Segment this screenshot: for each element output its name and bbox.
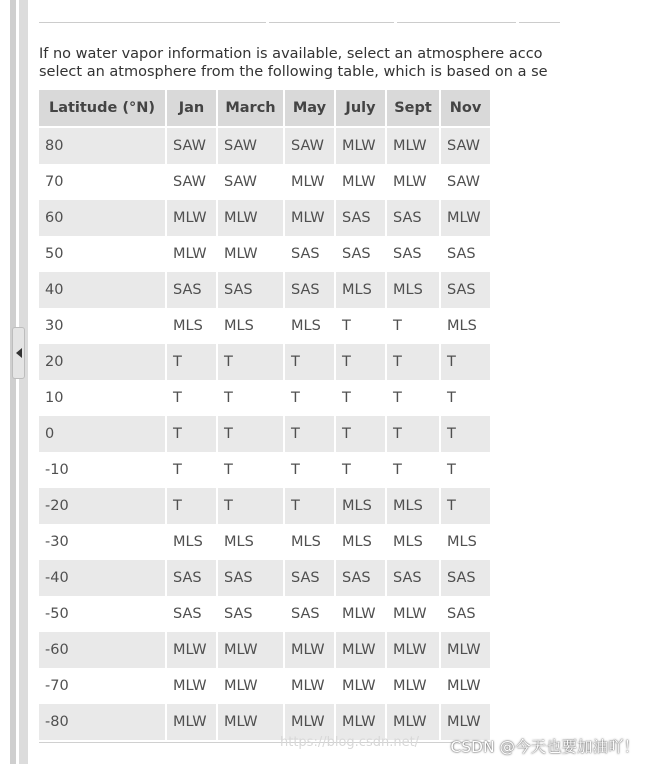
atmosphere-cell: MLW <box>387 164 439 200</box>
table-row <box>39 452 490 488</box>
table-row <box>39 236 490 272</box>
atmosphere-cell: SAW <box>167 164 216 200</box>
atmosphere-cell: MLS <box>167 308 216 344</box>
atmosphere-cell: SAW <box>167 128 216 164</box>
table-row <box>39 344 490 380</box>
table-row <box>39 308 490 344</box>
table-row <box>39 272 490 308</box>
atmosphere-cell: MLW <box>285 668 334 704</box>
table-row <box>39 200 490 236</box>
atmosphere-cell: MLW <box>167 200 216 236</box>
table-row <box>39 560 490 596</box>
atmosphere-cell: T <box>441 380 490 416</box>
chevron-left-icon <box>16 348 22 358</box>
atmosphere-cell: T <box>336 380 385 416</box>
atmosphere-cell: MLS <box>441 524 490 560</box>
atmosphere-table <box>37 90 492 740</box>
atmosphere-cell: SAW <box>218 128 283 164</box>
atmosphere-cell: T <box>167 344 216 380</box>
latitude-cell: 20 <box>39 344 165 380</box>
atmosphere-cell: T <box>218 416 283 452</box>
atmosphere-cell: MLW <box>336 668 385 704</box>
column-header-month: March <box>218 90 283 128</box>
top-rule-segment <box>39 22 266 23</box>
latitude-cell: 40 <box>39 272 165 308</box>
atmosphere-cell: T <box>336 308 385 344</box>
atmosphere-cell: MLW <box>387 668 439 704</box>
latitude-cell: -20 <box>39 488 165 524</box>
atmosphere-cell: MLS <box>285 308 334 344</box>
atmosphere-cell: SAW <box>441 164 490 200</box>
atmosphere-cell: T <box>441 344 490 380</box>
column-header-month: Nov <box>441 90 490 128</box>
atmosphere-cell: MLS <box>387 488 439 524</box>
atmosphere-cell: T <box>387 308 439 344</box>
atmosphere-cell: T <box>218 452 283 488</box>
latitude-cell: 70 <box>39 164 165 200</box>
atmosphere-cell: MLS <box>285 524 334 560</box>
table-row <box>39 164 490 200</box>
watermark: CSDN @今天也要加油吖！ <box>450 738 639 756</box>
atmosphere-cell: SAS <box>218 272 283 308</box>
atmosphere-cell: MLW <box>441 200 490 236</box>
atmosphere-cell: SAS <box>218 560 283 596</box>
atmosphere-cell: SAS <box>336 200 385 236</box>
atmosphere-cell: T <box>218 344 283 380</box>
column-header-latitude: Latitude (°N) <box>39 90 165 128</box>
latitude-cell: -70 <box>39 668 165 704</box>
atmosphere-cell: SAS <box>336 236 385 272</box>
table-row <box>39 668 490 704</box>
latitude-cell: 10 <box>39 380 165 416</box>
atmosphere-cell: SAS <box>441 272 490 308</box>
atmosphere-cell: T <box>387 380 439 416</box>
atmosphere-cell: SAS <box>285 236 334 272</box>
table-body <box>39 128 490 740</box>
latitude-cell: -40 <box>39 560 165 596</box>
table-row <box>39 704 490 740</box>
column-header-month: Jan <box>167 90 216 128</box>
intro-line: If no water vapor information is available, select an atmosphere acco <box>39 46 543 62</box>
latitude-cell: -80 <box>39 704 165 740</box>
atmosphere-cell: MLW <box>441 704 490 740</box>
latitude-cell: 50 <box>39 236 165 272</box>
latitude-cell: 0 <box>39 416 165 452</box>
latitude-cell: -60 <box>39 632 165 668</box>
atmosphere-cell: MLW <box>167 236 216 272</box>
atmosphere-cell: MLS <box>336 272 385 308</box>
atmosphere-cell: MLW <box>387 704 439 740</box>
atmosphere-cell: MLW <box>167 704 216 740</box>
table-row <box>39 128 490 164</box>
atmosphere-cell: MLW <box>285 704 334 740</box>
latitude-cell: -30 <box>39 524 165 560</box>
atmosphere-cell: MLW <box>218 236 283 272</box>
left-panel-border <box>19 0 28 764</box>
atmosphere-cell: MLW <box>218 200 283 236</box>
atmosphere-cell: SAS <box>285 560 334 596</box>
top-rule-segment <box>269 22 394 23</box>
collapse-panel-handle[interactable] <box>12 327 25 379</box>
atmosphere-cell: T <box>285 380 334 416</box>
table-row <box>39 416 490 452</box>
atmosphere-cell: T <box>441 416 490 452</box>
table-row <box>39 524 490 560</box>
atmosphere-cell: MLS <box>387 524 439 560</box>
atmosphere-cell: T <box>285 452 334 488</box>
atmosphere-cell: T <box>285 488 334 524</box>
atmosphere-cell: MLS <box>336 488 385 524</box>
atmosphere-cell: SAS <box>285 596 334 632</box>
atmosphere-cell: T <box>218 380 283 416</box>
column-header-month: May <box>285 90 334 128</box>
intro-paragraph <box>39 45 560 85</box>
table-row <box>39 380 490 416</box>
intro-line: select an atmosphere from the following table, which is based on a se <box>39 64 548 80</box>
atmosphere-cell: MLW <box>336 596 385 632</box>
atmosphere-cell: T <box>167 380 216 416</box>
atmosphere-cell: MLW <box>218 668 283 704</box>
top-rule-segment <box>397 22 516 23</box>
atmosphere-cell: T <box>167 452 216 488</box>
atmosphere-cell: T <box>441 452 490 488</box>
atmosphere-cell: SAS <box>167 272 216 308</box>
atmosphere-cell: MLW <box>441 632 490 668</box>
atmosphere-cell: T <box>336 344 385 380</box>
left-frame-border <box>10 0 16 764</box>
latitude-cell: 80 <box>39 128 165 164</box>
atmosphere-cell: SAS <box>441 596 490 632</box>
atmosphere-cell: SAS <box>167 596 216 632</box>
atmosphere-cell: MLW <box>167 632 216 668</box>
column-header-month: Sept <box>387 90 439 128</box>
atmosphere-cell: SAS <box>285 272 334 308</box>
atmosphere-cell: SAS <box>387 560 439 596</box>
atmosphere-cell: SAW <box>218 164 283 200</box>
atmosphere-cell: T <box>441 488 490 524</box>
atmosphere-cell: MLW <box>285 632 334 668</box>
table-row <box>39 632 490 668</box>
atmosphere-cell: MLW <box>387 596 439 632</box>
atmosphere-cell: MLW <box>336 632 385 668</box>
header-row <box>39 90 490 128</box>
atmosphere-cell: T <box>218 488 283 524</box>
atmosphere-cell: SAW <box>285 128 334 164</box>
atmosphere-cell: MLS <box>441 308 490 344</box>
atmosphere-cell: SAW <box>441 128 490 164</box>
atmosphere-cell: SAS <box>441 236 490 272</box>
atmosphere-cell: T <box>387 416 439 452</box>
atmosphere-cell: T <box>387 344 439 380</box>
latitude-cell: -10 <box>39 452 165 488</box>
atmosphere-cell: MLW <box>336 128 385 164</box>
atmosphere-cell: SAS <box>387 236 439 272</box>
atmosphere-cell: MLW <box>218 632 283 668</box>
atmosphere-cell: MLW <box>167 668 216 704</box>
watermark-url: https://blog.csdn.net/ <box>280 735 420 750</box>
atmosphere-cell: SAS <box>387 200 439 236</box>
atmosphere-cell: SAS <box>167 560 216 596</box>
latitude-cell: -50 <box>39 596 165 632</box>
atmosphere-cell: MLW <box>285 164 334 200</box>
latitude-cell: 60 <box>39 200 165 236</box>
atmosphere-cell: MLW <box>336 164 385 200</box>
atmosphere-cell: MLS <box>218 524 283 560</box>
table-row <box>39 596 490 632</box>
atmosphere-cell: SAS <box>218 596 283 632</box>
atmosphere-cell: T <box>167 488 216 524</box>
column-header-month: July <box>336 90 385 128</box>
atmosphere-cell: MLW <box>387 128 439 164</box>
latitude-cell: 30 <box>39 308 165 344</box>
table-row <box>39 488 490 524</box>
atmosphere-cell: MLS <box>218 308 283 344</box>
atmosphere-cell: T <box>336 452 385 488</box>
table-header <box>39 90 490 128</box>
atmosphere-cell: MLS <box>387 272 439 308</box>
atmosphere-cell: T <box>285 416 334 452</box>
atmosphere-cell: MLW <box>336 704 385 740</box>
atmosphere-cell: MLW <box>218 704 283 740</box>
atmosphere-cell: MLW <box>387 632 439 668</box>
atmosphere-cell: MLS <box>167 524 216 560</box>
atmosphere-cell: SAS <box>441 560 490 596</box>
top-rule-segment <box>519 22 560 23</box>
atmosphere-cell: MLW <box>285 200 334 236</box>
atmosphere-cell: T <box>336 416 385 452</box>
atmosphere-cell: T <box>167 416 216 452</box>
atmosphere-cell: MLS <box>336 524 385 560</box>
atmosphere-cell: T <box>285 344 334 380</box>
atmosphere-cell: T <box>387 452 439 488</box>
table-bottom-rule <box>39 742 490 743</box>
atmosphere-cell: SAS <box>336 560 385 596</box>
atmosphere-cell: MLW <box>441 668 490 704</box>
